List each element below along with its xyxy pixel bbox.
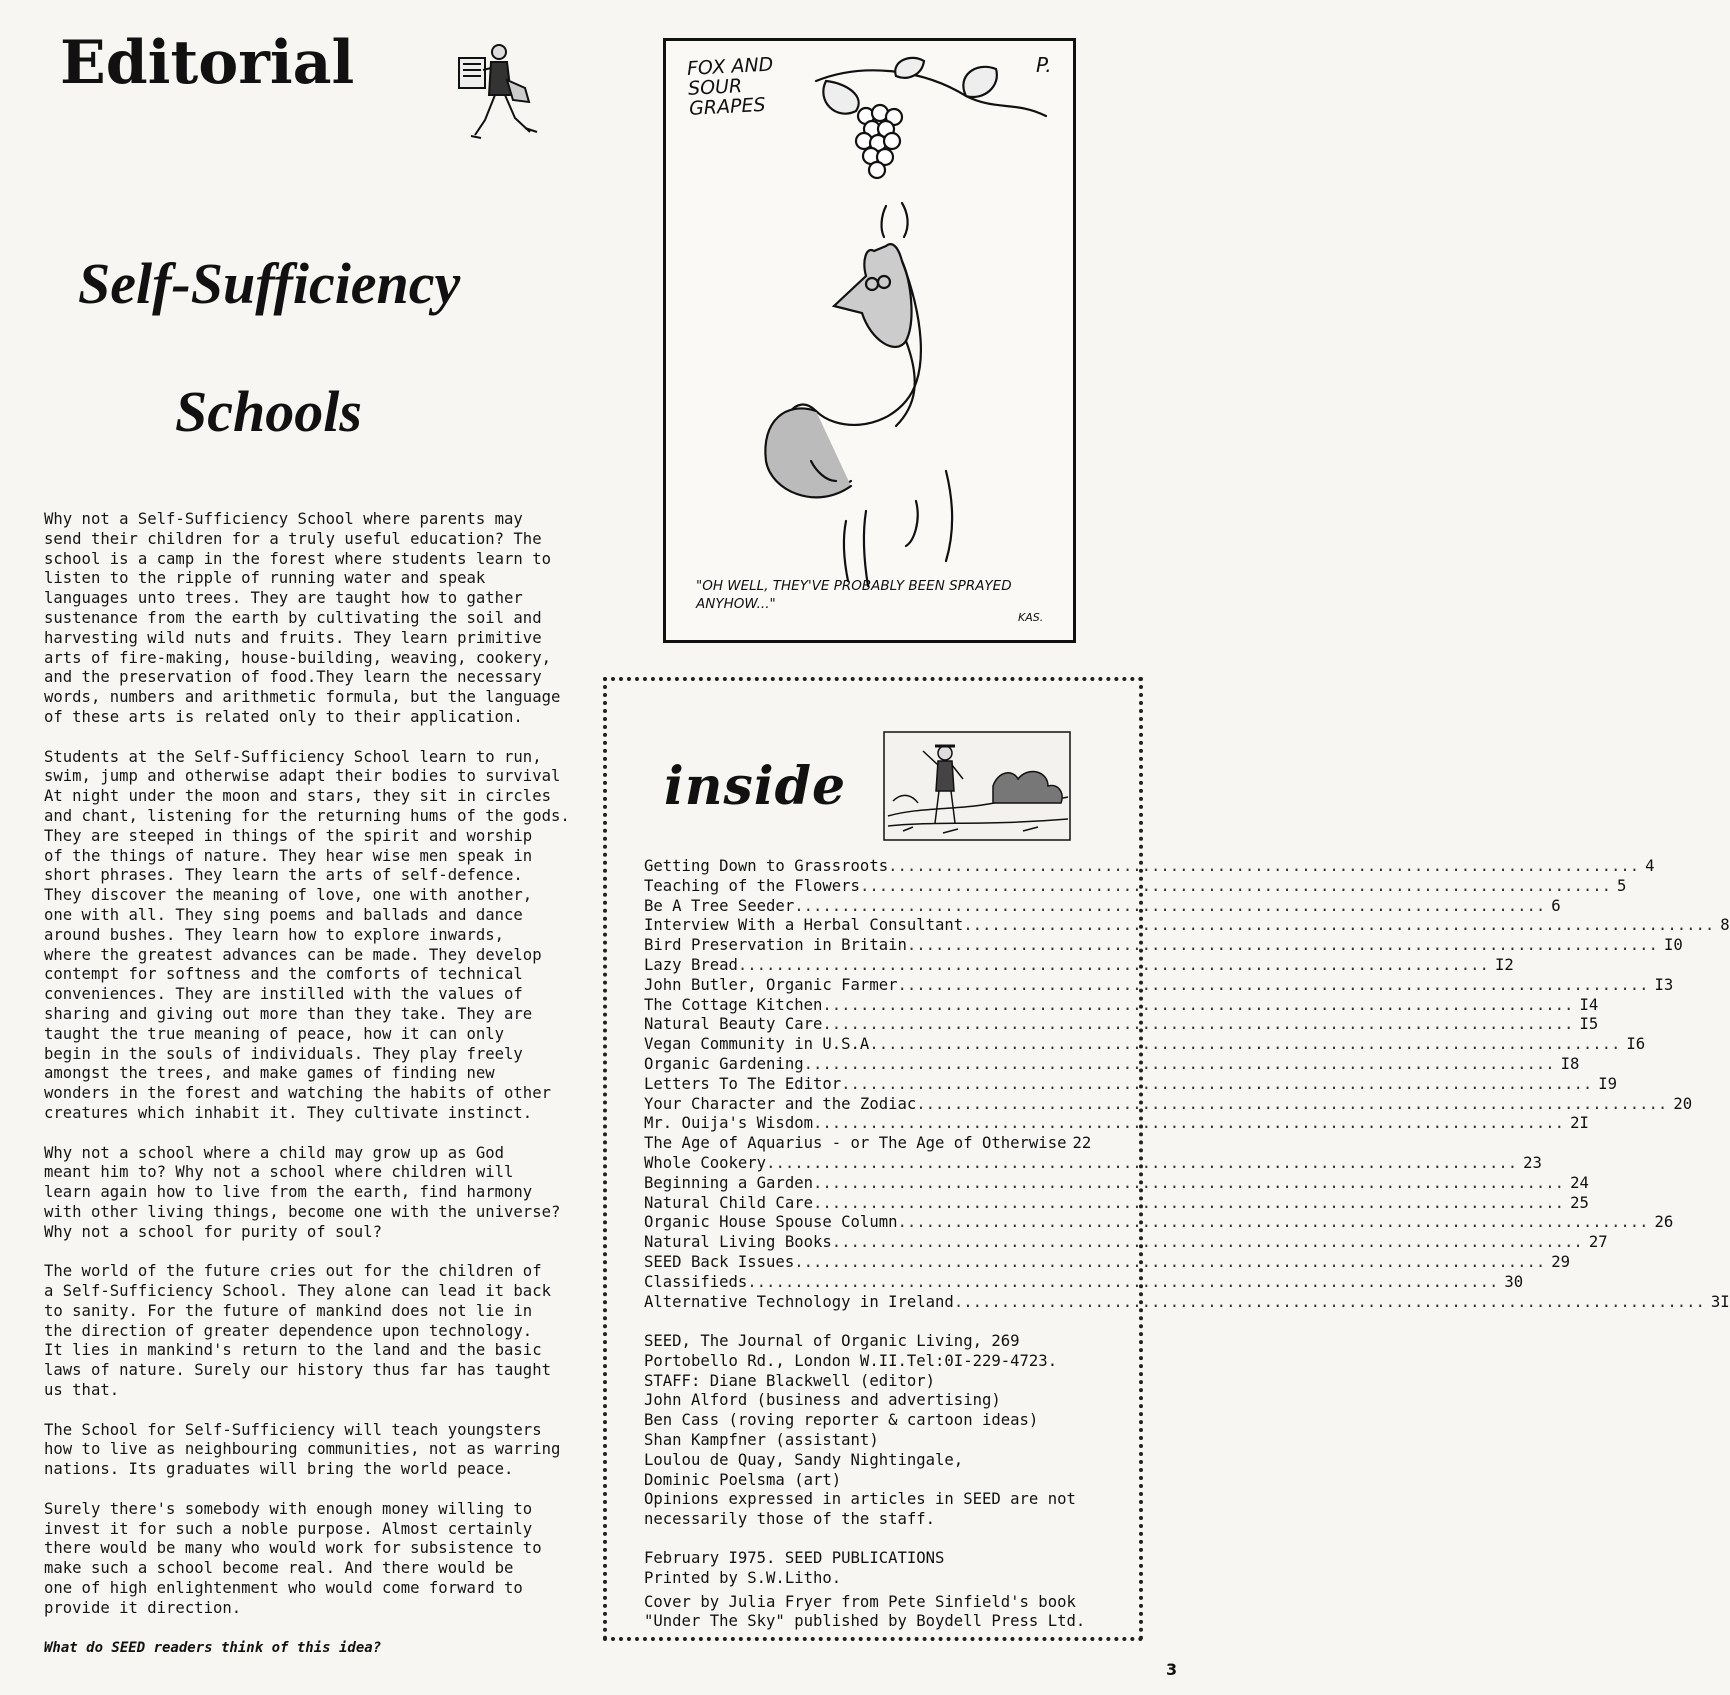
entry-title: Letters To The Editor — [644, 1074, 842, 1093]
entry-title: Classifieds — [644, 1272, 748, 1291]
entry-page: I4 — [1579, 995, 1599, 1014]
contents-entry[interactable] — [644, 1094, 1693, 1115]
contents-entry[interactable] — [644, 1252, 1571, 1273]
masthead-title: Editorial — [60, 28, 355, 98]
entry-title: SEED Back Issues — [644, 1252, 795, 1271]
entry-title: Lazy Bread — [644, 955, 738, 974]
entry-title: Whole Cookery — [644, 1153, 767, 1172]
entry-page: I0 — [1663, 936, 1683, 955]
contents-entry[interactable] — [644, 975, 1674, 996]
entry-page: I9 — [1598, 1074, 1617, 1093]
article-paragraph: Why not a school where a child may grow up as God meant him to? Why not a school where children will learn again how to live from the earth, find harmony with other living things, become one with the universe? Why not a school for purity of soul? — [44, 1143, 561, 1241]
entry-page: 27 — [1588, 1233, 1608, 1252]
entry-page: 2I — [1570, 1114, 1589, 1133]
entry-title: Natural Child Care — [644, 1193, 813, 1212]
entry-page: I3 — [1654, 975, 1674, 994]
grape-bunch — [856, 105, 902, 178]
issue-date: February I975. SEED PUBLICATIONS Printed by S.W.Litho. — [644, 1548, 945, 1587]
entry-page: 4 — [1645, 857, 1655, 875]
entry-title: Beginning a Garden — [644, 1173, 813, 1192]
disclaimer: Opinions expressed in articles in SEED are not necessarily those of the staff. — [644, 1490, 1076, 1529]
inside-heading: inside — [664, 756, 847, 817]
contents-entry[interactable] — [644, 1153, 1542, 1174]
entry-title: John Butler, Organic Farmer — [644, 975, 898, 994]
entry-title: The Cottage Kitchen — [644, 995, 823, 1014]
staff-list: STAFF: Diane Blackwell (editor) John Alford (business and advertising) Ben Cass (roving reporter & cartoon ideas) Shan Kampfner (assistant) Loulou de Quay, Sandy Nightingale, Dominic Poelsma (art) — [644, 1371, 1039, 1489]
masthead-info — [644, 1332, 1124, 1632]
contents-entry[interactable] — [644, 857, 1655, 877]
entry-title: Your Character and the Zodiac — [644, 1094, 917, 1113]
entry-page: I8 — [1560, 1054, 1580, 1073]
contents-entry[interactable] — [644, 876, 1627, 897]
entry-page: 26 — [1654, 1213, 1674, 1232]
headline-line2: Schools — [175, 379, 362, 444]
entry-title: Natural Living Books — [644, 1233, 832, 1252]
contents-entry[interactable] — [644, 1292, 1730, 1313]
entry-page: 24 — [1570, 1173, 1589, 1192]
entry-page: 30 — [1504, 1272, 1524, 1291]
closing-question: What do SEED readers think of this idea? — [44, 1640, 382, 1656]
entry-title: Organic Gardening — [644, 1054, 804, 1073]
contents-entry[interactable] — [644, 1134, 1092, 1154]
cover-credit: Cover by Julia Fryer from Pete Sinfield's book "Under The Sky" published by Boydell Press Ltd. — [644, 1592, 1086, 1631]
contents-entry[interactable] — [644, 1272, 1524, 1293]
contents-entry[interactable] — [644, 1193, 1589, 1214]
entry-title: Be A Tree Seeder — [644, 896, 795, 915]
entry-page: 22 — [1072, 1134, 1092, 1153]
contents-entry[interactable] — [644, 1054, 1580, 1075]
cartoon-title: FOX AND SOUR GRAPES — [686, 53, 774, 120]
contents-entry[interactable] — [644, 896, 1561, 917]
article-paragraph: Surely there's somebody with enough money willing to invest it for such a noble purpose. Almost certainly there would be many who would work for subsistence to make such a school become real. And there would be one of high enlightenment who would come forward to provide it direction. — [44, 1499, 542, 1617]
entry-page: 3I — [1710, 1292, 1730, 1311]
entry-title: Interview With a Herbal Consultant — [644, 916, 964, 935]
article-paragraph: The School for Self-Sufficiency will teach youngsters how to live as neighbouring communities, not as warring nations. Its graduates will bring the world peace. — [44, 1420, 561, 1479]
contents-entry[interactable] — [644, 955, 1514, 976]
entry-title: Natural Beauty Care — [644, 1015, 823, 1034]
entry-title: Getting Down to Grassroots — [644, 857, 889, 875]
entry-page: 25 — [1570, 1193, 1589, 1212]
contents-entry[interactable] — [644, 1074, 1617, 1095]
entry-page: I6 — [1626, 1035, 1646, 1054]
cartoon-signature: KAS. — [1018, 611, 1044, 624]
entry-page: 29 — [1551, 1252, 1571, 1271]
inside-contents-box — [603, 677, 1730, 1641]
contents-entry[interactable] — [644, 995, 1599, 1016]
entry-title: Bird Preservation in Britain — [644, 936, 907, 955]
editorial-article — [44, 510, 599, 1638]
article-paragraph: Students at the Self-Sufficiency School learn to run, swim, jump and otherwise adapt their bodies to survival At night under the moon and stars, they sit in circles and chant, listening for the returning hums of the gods. They are steeped in things of the spirit and worship of the things of nature. They hear wise men speak in short phrases. They learn the arts of self-defence. They discover the meaning of love, one with another, one with all. They sing poems and ballads and dance around bushes. They learn how to explore inwards, where the greatest advances can be made. They develop contempt for softness and the comforts of technical conveniences. They are instilled with the values of sharing and giving out more than they take. They are taught the true meaning of peace, how it can only begin in the souls of individuals. They play freely amongst the trees, and make games of finding new wonders in the forest and watching the habits of other creatures which inhabit it. They cultivate instinct. — [44, 747, 570, 1122]
contents-entry[interactable] — [644, 1035, 1646, 1055]
entry-title: Teaching of the Flowers — [644, 876, 860, 895]
entry-title: Mr. Ouija's Wisdom — [644, 1114, 813, 1133]
entry-page: I2 — [1494, 955, 1514, 974]
newsboy-illustration — [455, 40, 545, 150]
fox-and-grapes-drawing — [666, 41, 1073, 640]
entry-page: 8 — [1720, 916, 1730, 935]
contents-entry[interactable] — [644, 1114, 1589, 1134]
contents-entry[interactable] — [644, 1173, 1589, 1194]
article-paragraph: Why not a Self-Sufficiency School where parents may send their children for a truly useful education? The school is a camp in the forest where students learn to listen to the ripple of running water and speak languages unto trees. They are taught how to gather sustenance from the earth by cultivating the soil and harvesting wild nuts and fruits. They learn primitive arts of fire-making, house-building, weaving, cookery, and the preservation of food.They learn the necessary words, numbers and arithmetic formula, but the language of these arts is related only to their application. — [44, 510, 561, 726]
contents-entry[interactable] — [644, 1015, 1599, 1035]
entry-title: Vegan Community in U.S.A — [644, 1035, 870, 1054]
entry-page: I5 — [1579, 1015, 1599, 1034]
farmer-illustration — [883, 731, 1071, 841]
entry-page: 20 — [1673, 1094, 1693, 1113]
contents-entry[interactable] — [644, 1213, 1674, 1233]
entry-title: Organic House Spouse Column — [644, 1213, 898, 1232]
entry-page: 23 — [1523, 1153, 1542, 1172]
fox-cartoon — [663, 38, 1076, 643]
entry-page: 5 — [1617, 876, 1627, 895]
cartoon-caption: "OH WELL, THEY'VE PROBABLY BEEN SPRAYED ANYHOW..." — [696, 578, 1012, 612]
publication-address: SEED, The Journal of Organic Living, 269 Portobello Rd., London W.II.Tel:0I-229-4723. — [644, 1332, 1058, 1370]
headline-line1: Self-Sufficiency — [78, 251, 461, 316]
contents-entry[interactable] — [644, 916, 1730, 936]
entry-title: The Age of Aquarius - or The Age of Otherwise — [644, 1134, 1067, 1153]
entry-page: 6 — [1551, 896, 1561, 915]
contents-entry[interactable] — [644, 936, 1683, 956]
contents-list — [644, 857, 1730, 1312]
page-number: 3 — [1166, 1660, 1178, 1679]
entry-title: Alternative Technology in Ireland — [644, 1292, 954, 1311]
article-paragraph: The world of the future cries out for the children of a Self-Sufficiency School. They alone can lead it back to sanity. For the future of mankind does not lie in the direction of greater dependence upon technology. It lies in mankind's return to the land and the basic laws of nature. Surely our history thus far has taught us that. — [44, 1262, 551, 1400]
contents-entry[interactable] — [644, 1233, 1608, 1253]
cartoon-corner-mark: P. — [1036, 53, 1052, 77]
